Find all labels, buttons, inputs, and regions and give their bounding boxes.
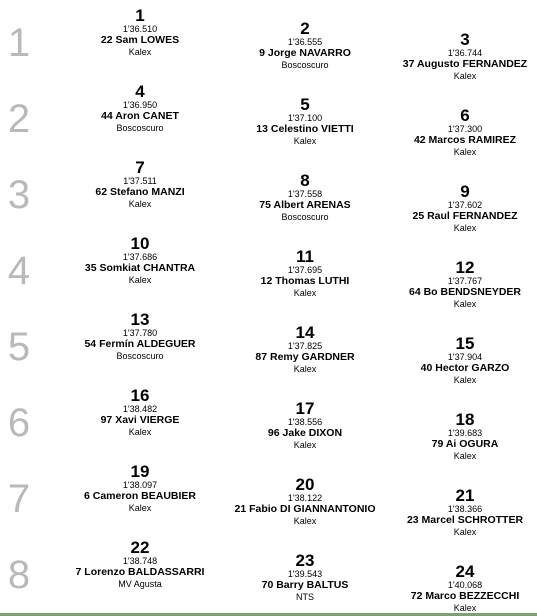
grid-position-10 [50,236,230,286]
position-number: 12 [455,258,475,277]
position-number: 24 [455,562,475,581]
grid-position-8 [215,173,395,223]
grid-position-7 [50,160,230,210]
rider-name: 44 Aron CANET [101,110,179,122]
team-name: Kalex [453,375,477,385]
rider-name: 6 Cameron BEAUBIER [83,490,197,502]
grid-position-24 [375,564,537,614]
grid-position-17 [215,401,395,451]
position-number: 23 [295,551,315,570]
team-name: Kalex [128,199,152,209]
rider-name: 54 Fermín ALDEGUER [84,338,196,350]
rider-name: 75 Albert ARENAS [259,199,351,211]
grid-position-18 [375,412,537,462]
position-number: 19 [130,462,150,481]
lap-time: 1'37.695 [287,265,323,275]
lap-time: 1'37.904 [447,352,483,362]
grid-position-12 [375,260,537,310]
rider-name: 21 Fabio DI GIANNANTONIO [234,503,376,515]
team-name: Kalex [293,440,317,450]
lap-time: 1'36.950 [122,100,158,110]
position-number: 21 [455,486,475,505]
team-name: Kalex [453,299,477,309]
lap-time: 1'37.780 [122,328,158,338]
position-number: 2 [300,19,310,38]
position-number: 8 [300,171,310,190]
grid-position-14 [215,325,395,375]
team-name: Kalex [128,275,152,285]
position-number: 5 [300,95,310,114]
lap-time: 1'39.683 [447,428,483,438]
position-number: 13 [130,310,150,329]
lap-time: 1'37.100 [287,113,323,123]
team-name: Kalex [453,147,477,157]
team-name: Boscoscuro [281,212,329,222]
grid-position-6 [375,108,537,158]
rider-name: 25 Raul FERNANDEZ [412,210,518,222]
grid-position-23 [215,553,395,603]
lap-time: 1'37.300 [447,124,483,134]
position-number: 15 [455,334,475,353]
lap-time: 1'37.558 [287,189,323,199]
grid-row-number: 1 [7,21,31,65]
grid-row-number: 3 [7,173,31,217]
grid-position-4 [50,84,230,134]
position-number: 6 [460,106,470,125]
rider-name: 62 Stefano MANZI [95,186,185,198]
grid-position-11 [215,249,395,299]
grid-position-9 [375,184,537,234]
lap-time: 1'38.748 [122,556,158,566]
position-number: 16 [130,386,150,405]
lap-time: 1'38.482 [122,404,158,414]
lap-time: 1'37.511 [123,176,157,186]
grid-position-13 [50,312,230,362]
team-name: Kalex [128,503,152,513]
position-number: 20 [295,475,315,494]
team-name: Boscoscuro [281,60,329,70]
team-name: Kalex [128,427,152,437]
rider-name: 87 Remy GARDNER [255,351,355,363]
team-name: Kalex [293,136,317,146]
grid-row-number: 6 [7,401,31,445]
rider-name: 12 Thomas LUTHI [260,275,350,287]
lap-time: 1'38.556 [287,417,323,427]
position-number: 3 [460,30,470,49]
lap-time: 1'37.767 [447,276,483,286]
grid-position-3 [375,32,537,82]
position-number: 7 [135,158,145,177]
team-name: Boscoscuro [116,123,164,133]
lap-time: 1'38.122 [287,493,323,503]
position-number: 1 [135,6,145,25]
grid-position-22 [50,540,230,590]
team-name: Kalex [293,364,317,374]
team-name: Kalex [128,47,152,57]
position-number: 18 [455,410,475,429]
lap-time: 1'37.825 [287,341,323,351]
position-number: 9 [460,182,470,201]
lap-time: 1'38.097 [122,480,158,490]
position-number: 11 [296,247,314,266]
grid-row-number: 8 [7,553,31,597]
grid-position-1 [50,8,230,58]
rider-name: 64 Bo BENDSNEYDER [408,286,522,298]
team-name: Kalex [453,223,477,233]
grid-row-number: 4 [7,249,31,293]
position-number: 4 [135,82,145,101]
team-name: Kalex [453,603,477,613]
position-number: 14 [295,323,315,342]
rider-name: 79 Ai OGURA [431,438,499,450]
grid-position-19 [50,464,230,514]
rider-name: 40 Hector GARZO [420,362,510,374]
lap-time: 1'36.555 [287,37,323,47]
rider-name: 22 Sam LOWES [100,34,180,46]
rider-name: 35 Somkiat CHANTRA [84,262,196,274]
rider-name: 13 Celestino VIETTI [256,123,354,135]
rider-name: 37 Augusto FERNANDEZ [402,58,528,70]
lap-time: 1'37.686 [122,252,158,262]
grid-position-2 [215,21,395,71]
lap-time: 1'38.366 [447,504,483,514]
grid-row-number: 7 [7,477,31,521]
rider-name: 42 Marcos RAMIREZ [413,134,517,146]
grid-position-20 [215,477,395,527]
rider-name: 9 Jorge NAVARRO [259,47,351,59]
rider-name: 72 Marco BEZZECCHI [410,590,520,602]
team-name: NTS [296,592,314,602]
position-number: 17 [295,399,315,418]
lap-time: 1'36.510 [122,24,158,34]
lap-time: 1'36.744 [447,48,483,58]
team-name: Kalex [293,288,317,298]
grid-position-15 [375,336,537,386]
grid-position-21 [375,488,537,538]
lap-time: 1'37.602 [447,200,483,210]
grid-row-number: 2 [7,97,31,141]
team-name: MV Agusta [118,579,162,589]
lap-time: 1'39.543 [287,569,323,579]
team-name: Kalex [453,71,477,81]
grid-position-5 [215,97,395,147]
rider-name: 23 Marcel SCHROTTER [406,514,524,526]
grid-position-16 [50,388,230,438]
team-name: Boscoscuro [116,351,164,361]
lap-time: 1'40.068 [447,580,483,590]
position-number: 22 [130,538,150,557]
rider-name: 70 Barry BALTUS [261,579,349,591]
grid-row-number: 5 [7,325,31,369]
position-number: 10 [130,234,150,253]
rider-name: 97 Xavi VIERGE [100,414,180,426]
team-name: Kalex [453,527,477,537]
rider-name: 96 Jake DIXON [267,427,343,439]
team-name: Kalex [293,516,317,526]
rider-name: 7 Lorenzo BALDASSARRI [75,566,205,578]
team-name: Kalex [453,451,477,461]
